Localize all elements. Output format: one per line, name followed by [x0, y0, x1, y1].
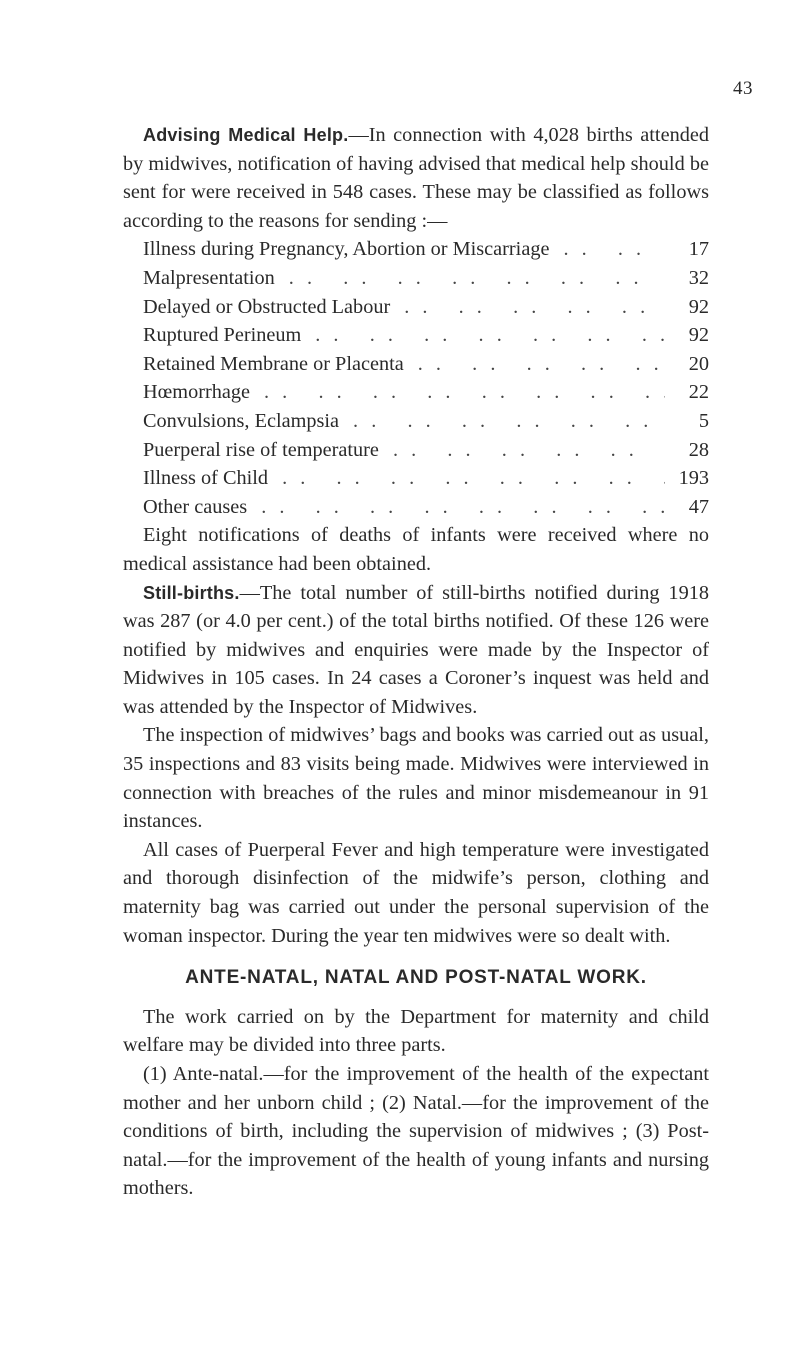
reasons-table	[123, 235, 709, 521]
reason-count: 32	[688, 266, 709, 289]
table-row	[123, 436, 709, 465]
inspection-paragraph: The inspection of midwives’ bags and books was carried out as usual, 35 inspections and 83 visits being made. Midwives were interviewed in connection with breaches of the rules and minor misdemeanour in 91 instances.	[123, 724, 709, 833]
table-row	[123, 407, 709, 436]
work-intro-paragraph: The work carried on by the Department for maternity and child welfare may be divided into three parts.	[123, 1005, 709, 1057]
leader-dots	[261, 493, 665, 522]
leader-dots	[353, 407, 665, 436]
reason-count: 92	[688, 295, 709, 318]
table-row	[123, 293, 709, 322]
page-number: 43	[733, 78, 753, 99]
table-row	[123, 464, 709, 493]
stillbirths-text: —The total number of still-births notified during 1918 was 287 (or 4.0 per cent.) of the total births notified. Of these 126 were notified by midwives and enquiries were made by the Inspector of Midwives in 105 cases. In 24 cases a Coroner’s inquest was held and was attended by the Inspector of Midwives.	[123, 581, 709, 718]
leader-dots	[282, 464, 665, 493]
reason-label: Illness of Child	[143, 467, 269, 490]
table-row	[123, 350, 709, 379]
reason-label: Other causes	[143, 495, 248, 518]
table-row	[123, 264, 709, 293]
leader-dots	[404, 293, 665, 322]
reason-count: 193	[678, 467, 709, 490]
work-parts-paragraph: (1) Ante-natal.—for the improvement of the health of the expectant mother and her unborn child ; (2) Natal.—for the improvement of the conditions of birth, including the supervision of midwives ; (3) Post-natal.—for the improvement of the health of young infants and nursing mothers.	[123, 1063, 709, 1200]
reason-label: Illness during Pregnancy, Abortion or Miscarriage	[143, 238, 550, 261]
reason-label: Ruptured Perineum	[143, 324, 302, 347]
reason-label: Puerperal rise of temperature	[143, 438, 379, 461]
leader-dots	[289, 264, 665, 293]
advising-text: —In connection with 4,028 births attended by midwives, notification of having advised that medical help should be sent for were received in 548 cases. These may be classified as follows according to the reasons for sending :—	[123, 124, 709, 232]
advising-heading: Advising Medical Help.	[143, 125, 349, 145]
reason-count: 28	[688, 438, 709, 461]
reason-count: 22	[688, 381, 709, 404]
reason-count: 20	[688, 352, 709, 375]
leader-dots	[563, 235, 665, 264]
leader-dots	[264, 378, 665, 407]
table-row	[123, 235, 709, 264]
puerperal-paragraph: All cases of Puerperal Fever and high temperature were investigated and thorough disinfection of the midwife’s person, clothing and maternity bag was carried out under the personal supervision of the woman inspector. During the year ten midwives were so dealt with.	[123, 838, 709, 947]
stillbirths-heading: Still-births.	[143, 582, 240, 603]
reason-label: Malpresentation	[143, 266, 275, 289]
reason-count: 47	[688, 495, 709, 518]
leader-dots	[393, 436, 665, 465]
table-row	[123, 493, 709, 522]
stillbirths-paragraph	[123, 579, 709, 722]
reason-label: Delayed or Obstructed Labour	[143, 295, 391, 318]
reason-count: 17	[688, 238, 709, 261]
advising-paragraph	[123, 121, 709, 235]
table-row	[123, 378, 709, 407]
reason-label: Retained Membrane or Placenta	[143, 352, 404, 375]
leader-dots	[418, 350, 665, 379]
leader-dots	[315, 321, 665, 350]
reason-count: 5	[698, 409, 709, 432]
table-row	[123, 321, 709, 350]
page-content	[123, 121, 709, 1203]
infant-deaths-paragraph: Eight notifications of deaths of infants were received where no medical assistance had been obtained.	[123, 524, 709, 575]
reason-label: Convulsions, Eclampsia	[143, 409, 340, 432]
reason-label: Hœmorrhage	[143, 381, 251, 404]
section-title: ANTE-NATAL, NATAL AND POST-NATAL WORK.	[185, 967, 647, 989]
reason-count: 92	[688, 324, 709, 347]
